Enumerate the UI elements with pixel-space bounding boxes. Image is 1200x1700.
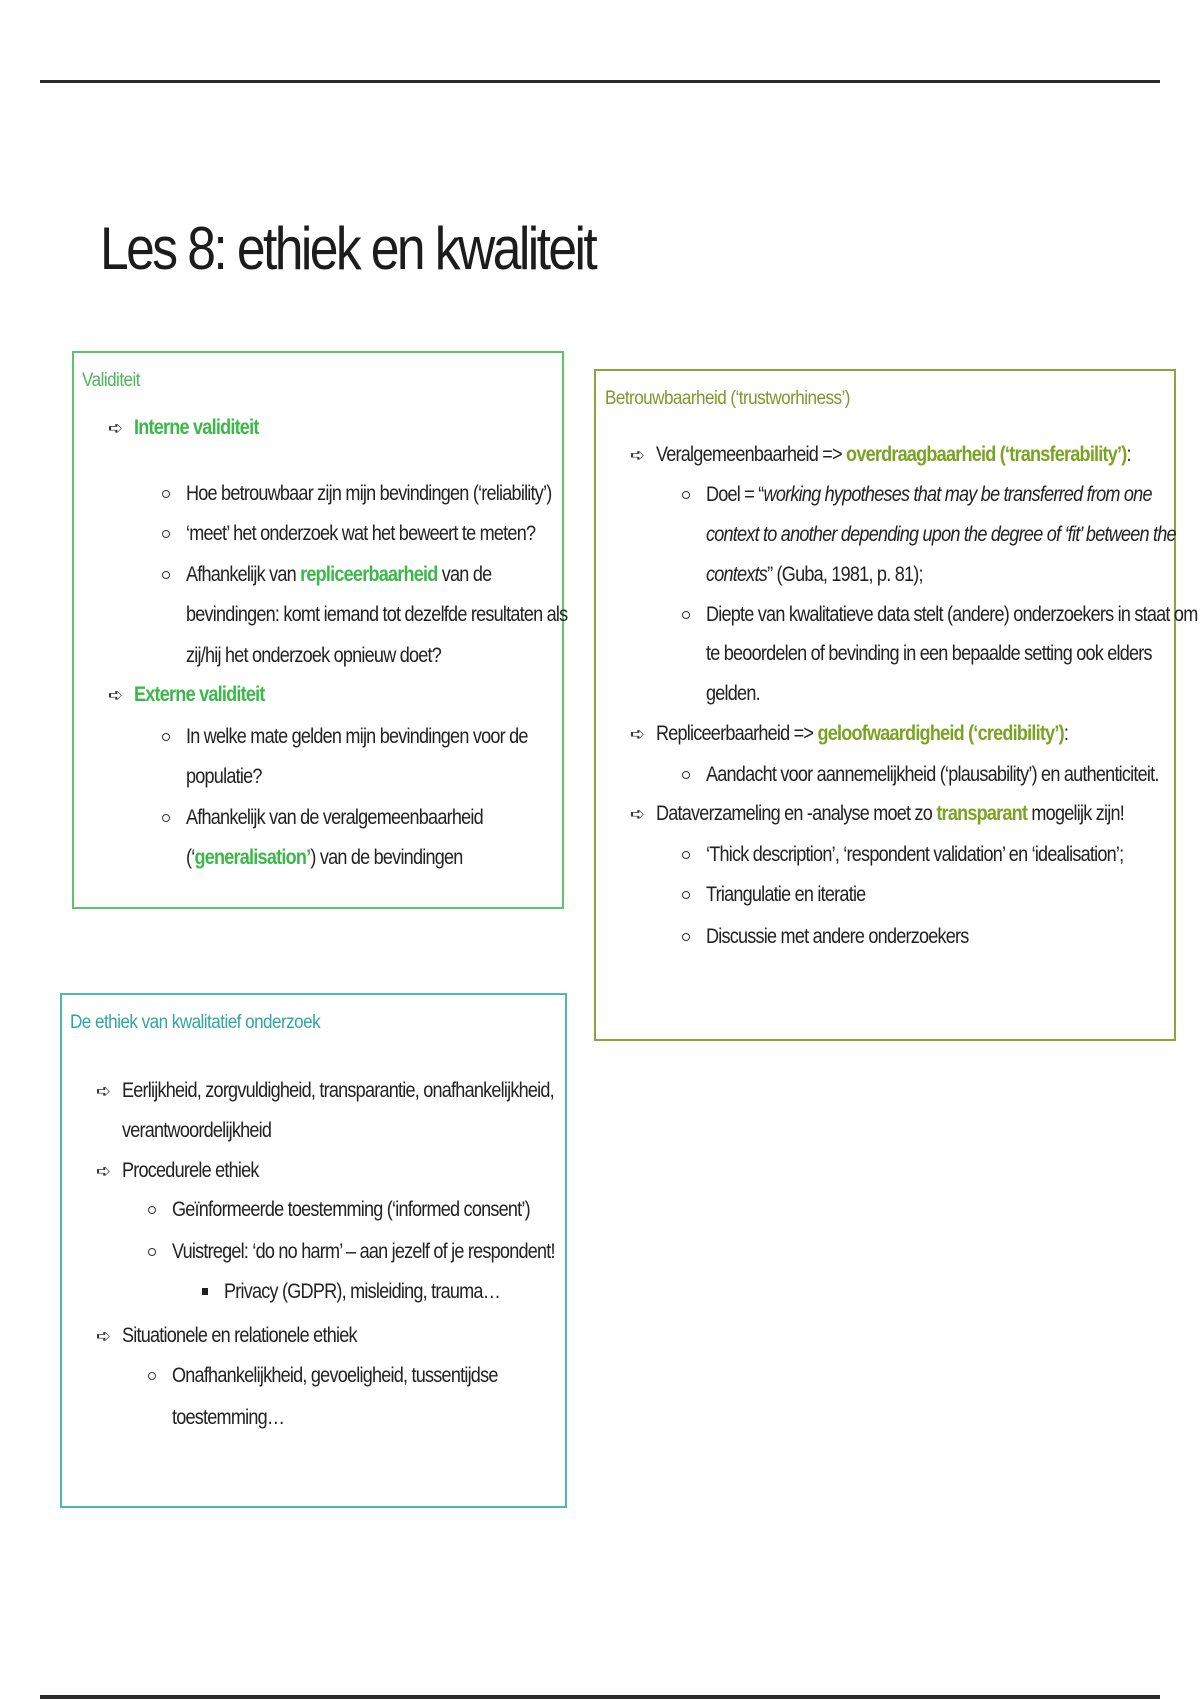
ethiek-point-2: Procedurele ethiek xyxy=(122,1159,259,1182)
ethiek-point-3-a: Onafhankelijkheid, gevoeligheid, tussentijdse xyxy=(172,1364,498,1387)
validiteit-box xyxy=(72,351,568,909)
bottom-rule xyxy=(40,1695,1160,1699)
circle-bullet-icon xyxy=(162,490,170,498)
circle-bullet-icon xyxy=(162,571,170,579)
trust-point-3: Dataverzameling en -analyse moet zo transparant mogelijk zijn! xyxy=(656,802,1124,825)
ethiek-point-1-line-2: verantwoordelijkheid xyxy=(122,1119,272,1142)
trust-point-1-a-line-3: contexts” (Guba, 1981, p. 81); xyxy=(706,563,923,586)
ethiek-point-2-b: Vuistregel: ‘do no harm’ – aan jezelf of je respondent! xyxy=(172,1240,555,1263)
ethiek-point-2-b-i: Privacy (GDPR), misleiding, trauma… xyxy=(224,1280,500,1303)
arrow-right-icon: ➪ xyxy=(108,685,124,705)
top-rule xyxy=(40,80,1160,83)
page-title: Les 8: ethiek en kwaliteit xyxy=(100,215,596,282)
arrow-right-icon: ➪ xyxy=(630,804,646,824)
circle-bullet-icon xyxy=(682,491,690,499)
trust-point-1-a: Doel = “working hypotheses that may be transferred from one xyxy=(706,483,1152,506)
circle-bullet-icon xyxy=(148,1248,156,1256)
trust-point-1-a-line-2: context to another depending upon the degree of ‘fit’ between the xyxy=(706,523,1176,546)
externe-item-1-line-2: populatie? xyxy=(186,765,262,788)
externe-item-2: Afhankelijk van de veralgemeenbaarheid xyxy=(186,806,483,829)
arrow-right-icon: ➪ xyxy=(108,418,124,438)
trust-point-1-b-line-3: gelden. xyxy=(706,682,760,705)
circle-bullet-icon xyxy=(682,891,690,899)
trust-point-3-b: Triangulatie en iteratie xyxy=(706,883,866,906)
trust-point-1: Veralgemeenbaarheid => overdraagbaarheid (‘transferability’): xyxy=(656,443,1131,466)
interne-item-2: ‘meet’ het onderzoek wat het beweert te meten? xyxy=(186,522,536,545)
circle-bullet-icon xyxy=(682,933,690,941)
trust-point-1-b-line-2: te beoordelen of bevinding in een bepaalde setting ook elders xyxy=(706,642,1152,665)
ethiek-point-2-a: Geïnformeerde toestemming (‘informed consent’) xyxy=(172,1198,530,1221)
circle-bullet-icon xyxy=(682,611,690,619)
betrouwbaarheid-box xyxy=(594,369,1198,1041)
trust-point-2: Repliceerbaarheid => geloofwaardigheid (‘credibility’): xyxy=(656,722,1069,745)
interne-item-3-line-3: zij/hij het onderzoek opnieuw doet? xyxy=(186,644,442,667)
ethiek-title: De ethiek van kwalitatief onderzoek xyxy=(70,1012,321,1033)
trust-point-1-b: Diepte van kwalitatieve data stelt (andere) onderzoekers in staat om xyxy=(706,603,1198,626)
trust-point-3-a: ‘Thick description’, ‘respondent validation’ en ‘idealisation’; xyxy=(706,843,1124,866)
square-bullet-icon xyxy=(202,1288,208,1295)
arrow-right-icon: ➪ xyxy=(630,445,646,465)
arrow-right-icon: ➪ xyxy=(96,1081,112,1101)
interne-heading: Interne validiteit xyxy=(134,416,259,439)
trust-point-3-c: Discussie met andere onderzoekers xyxy=(706,925,969,948)
externe-item-2-line-2: (‘generalisation’) van de bevindingen xyxy=(186,846,463,869)
interne-item-3: Afhankelijk van repliceerbaarheid van de xyxy=(186,563,492,586)
circle-bullet-icon xyxy=(162,733,170,741)
ethiek-box xyxy=(60,993,567,1508)
circle-bullet-icon xyxy=(162,530,170,538)
ethiek-point-1: Eerlijkheid, zorgvuldigheid, transparantie, onafhankelijkheid, xyxy=(122,1079,554,1102)
circle-bullet-icon xyxy=(682,851,690,859)
ethiek-point-3-a-line-2: toestemming… xyxy=(172,1406,285,1429)
arrow-right-icon: ➪ xyxy=(96,1161,112,1181)
circle-bullet-icon xyxy=(682,771,690,779)
ethiek-point-3: Situationele en relationele ethiek xyxy=(122,1324,357,1347)
circle-bullet-icon xyxy=(148,1372,156,1380)
arrow-right-icon: ➪ xyxy=(630,724,646,744)
circle-bullet-icon xyxy=(148,1206,156,1214)
circle-bullet-icon xyxy=(162,814,170,822)
validiteit-title: Validiteit xyxy=(82,370,140,391)
interne-item-3-line-2: bevindingen: komt iemand tot dezelfde resultaten als xyxy=(186,603,568,626)
externe-heading: Externe validiteit xyxy=(134,683,265,706)
betrouwbaarheid-title: Betrouwbaarheid (‘trustworhiness’) xyxy=(605,388,850,409)
arrow-right-icon: ➪ xyxy=(96,1326,112,1346)
externe-item-1: In welke mate gelden mijn bevindingen voor de xyxy=(186,725,528,748)
interne-item-1: Hoe betrouwbaar zijn mijn bevindingen (‘reliability’) xyxy=(186,482,552,505)
trust-point-2-a: Aandacht voor aannemelijkheid (‘plausability’) en authenticiteit. xyxy=(706,763,1159,786)
